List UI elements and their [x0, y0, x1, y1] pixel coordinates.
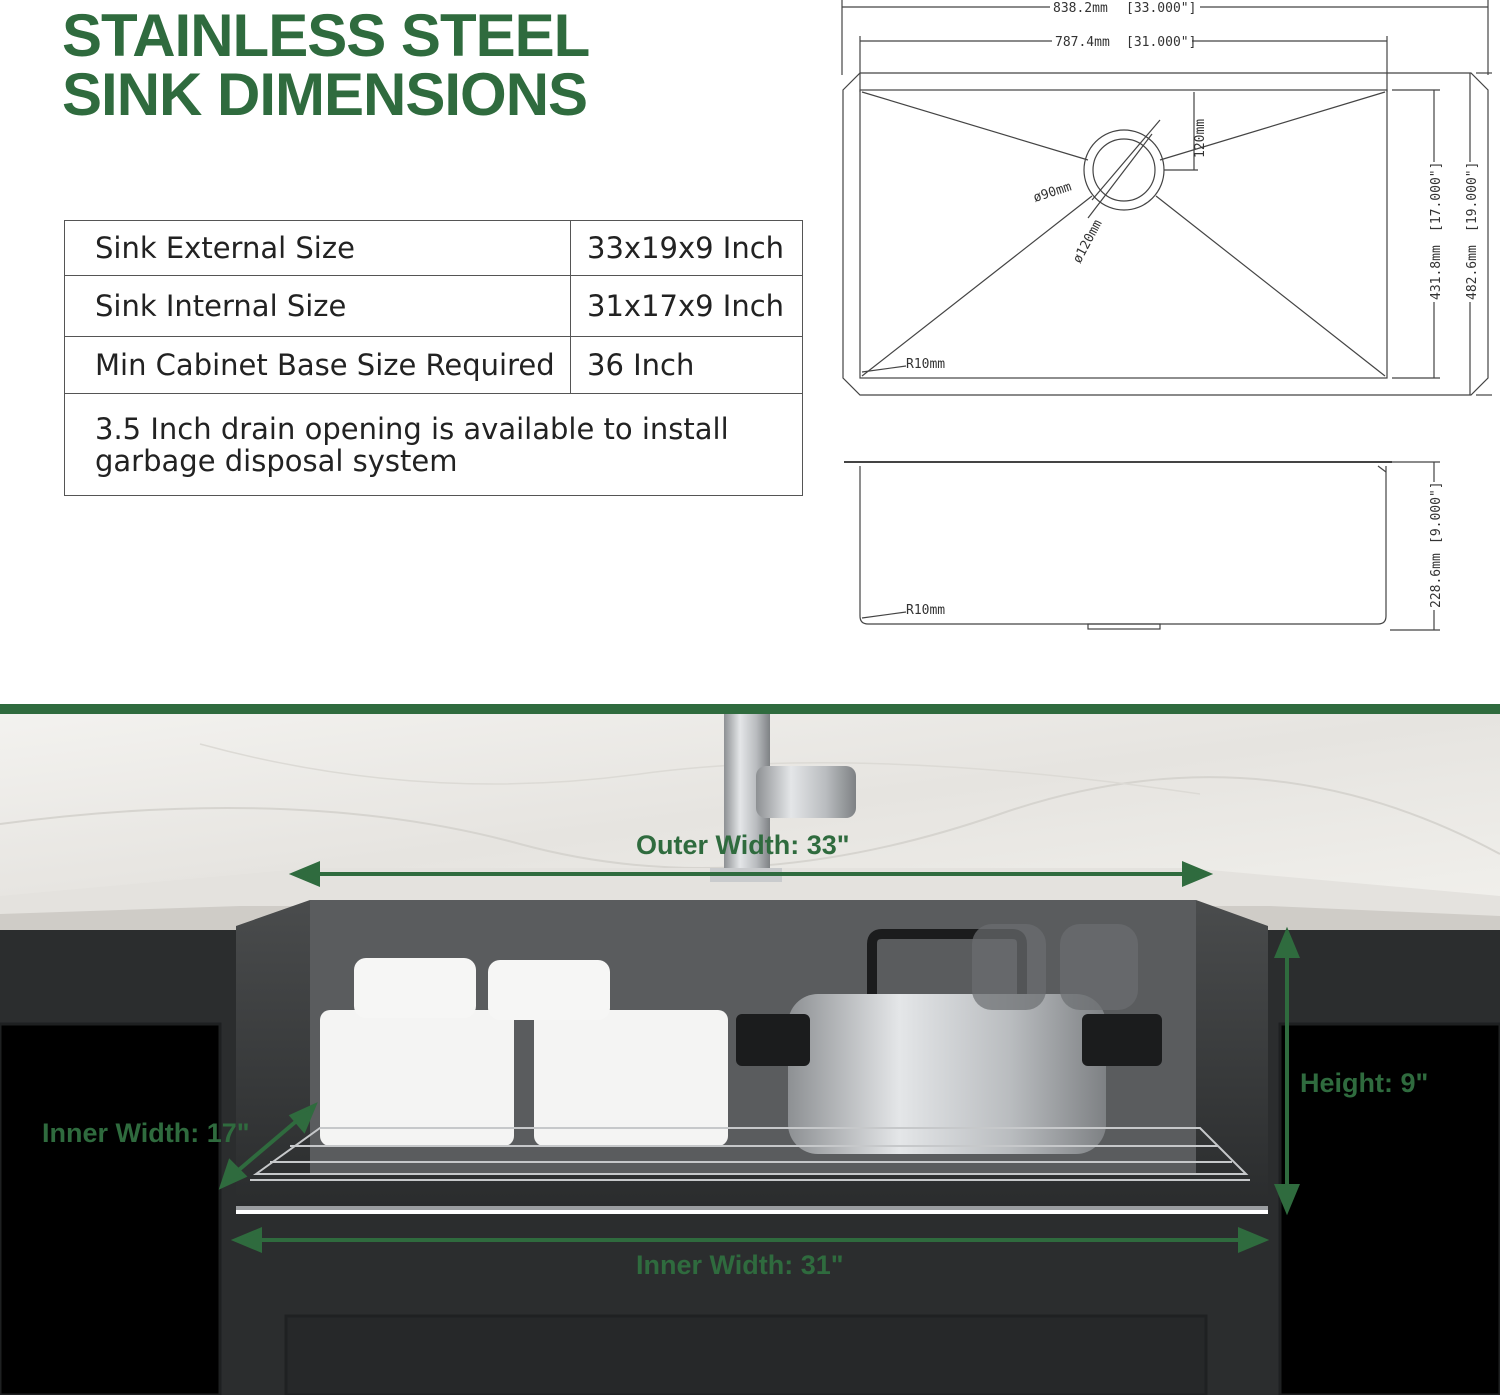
technical-drawing — [830, 0, 1500, 640]
dim-outer-width-mm: 838.2mm — [1053, 1, 1108, 16]
dim-inner-depth-mm: 431.8mm — [1429, 245, 1444, 300]
spec-note: 3.5 Inch drain opening is available to install garbage disposal system — [65, 394, 803, 496]
glass — [972, 924, 1046, 1010]
dim-inner-width-mm: 787.4mm — [1055, 35, 1110, 50]
spec-label: Sink External Size — [65, 221, 571, 276]
dim-inner-depth-in: [17.000"] — [1429, 161, 1444, 232]
dim-inner-width-in: [31.000"] — [1126, 35, 1197, 50]
table-row — [65, 337, 803, 394]
table-row — [65, 276, 803, 337]
spec-label: Min Cabinet Base Size Required — [65, 337, 571, 394]
spec-value: 36 Inch — [571, 337, 803, 394]
spec-label: Sink Internal Size — [65, 276, 571, 337]
dim-drain-outer-dia: ø120mm — [1070, 217, 1106, 266]
label-inner-depth: Inner Width: 17" — [42, 1118, 250, 1148]
green-top-bar — [0, 704, 1500, 714]
dim-height-in: [9.000"] — [1429, 481, 1444, 544]
sink-photo — [0, 704, 1500, 1395]
dim-outer-width-in: [33.000"] — [1126, 1, 1197, 16]
dim-drain-offset: 120mm — [1193, 118, 1208, 158]
label-inner-width: Inner Width: 31" — [636, 1250, 844, 1280]
label-outer-width: Outer Width: 33" — [636, 830, 850, 860]
label-height: Height: 9" — [1300, 1068, 1429, 1098]
sink-outer-rim — [843, 73, 1488, 395]
specs-table — [64, 220, 803, 496]
sink-inner-bowl — [860, 90, 1387, 378]
dim-corner-radius: R10mm — [906, 357, 946, 372]
spec-value: 33x19x9 Inch — [571, 221, 803, 276]
side-view-bowl — [860, 466, 1386, 624]
table-row — [65, 221, 803, 276]
dim-outer-depth-in: [19.000"] — [1465, 161, 1480, 232]
dim-outer-depth-mm: 482.6mm — [1465, 245, 1480, 300]
glass — [1060, 924, 1138, 1010]
title-line-2: SINK DIMENSIONS — [62, 61, 588, 128]
dim-height-mm: 228.6mm — [1429, 553, 1444, 608]
dim-side-corner-radius: R10mm — [906, 603, 946, 618]
page-title — [62, 2, 590, 128]
spec-value: 31x17x9 Inch — [571, 276, 803, 337]
title-line-1: STAINLESS STEEL — [62, 2, 590, 69]
table-row — [65, 394, 803, 496]
dim-drain-inner-dia: ø90mm — [1031, 179, 1074, 206]
